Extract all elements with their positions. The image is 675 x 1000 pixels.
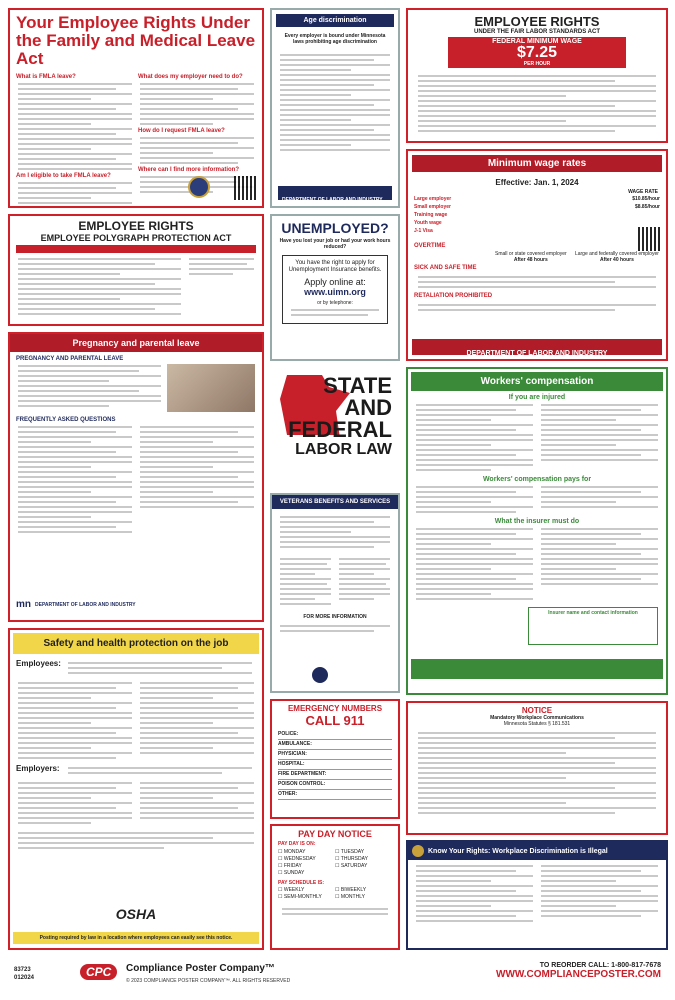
eeoc-seal-icon (412, 845, 424, 857)
notice-title: NOTICE (521, 706, 553, 715)
payday-sched: PAY SCHEDULE IS: (278, 880, 325, 886)
payday-panel (270, 824, 400, 950)
vet-logo-icon (312, 667, 328, 683)
payday-schedule: ☐ MONTHLY (335, 894, 365, 900)
payday-day: ☐ WEDNESDAY (278, 856, 316, 862)
polygraph-panel (8, 214, 264, 326)
emergency-field: POLICE: (278, 730, 392, 740)
qr-code-icon (638, 227, 662, 251)
baby-photo (167, 364, 255, 412)
state-l2: AND (344, 395, 392, 420)
preg-dept: DEPARTMENT OF LABOR AND INDUSTRY (35, 601, 136, 608)
minwage-r5: J-1 Visa (414, 228, 433, 234)
pregnancy-panel: Pregnancy and parental leave PREGNANCY AND PARENTAL LEAVE FREQUENTLY ASKED QUESTIONS mn DEPARTMENT OF LABOR AND INDUSTRY (8, 332, 264, 622)
payday-schedule: ☐ BIWEEKLY (335, 887, 367, 893)
emergency-panel (270, 699, 400, 819)
minwage-r2: Small employer (414, 204, 451, 210)
wc-h1: If you are injured (508, 394, 566, 401)
minwage-ot: OVERTIME (414, 243, 446, 249)
age-subtitle: Every employer is bound under Minnesota laws prohibiting age discrimination (284, 33, 386, 45)
minwage-ot1v: After 48 hours (513, 257, 548, 263)
wc-title: Workers' compensation (411, 372, 663, 391)
age-title: Age discrimination (276, 14, 394, 27)
state-l4: LABOR LAW (295, 441, 392, 458)
wc-h2: Workers' compensation pays for (482, 476, 592, 483)
payday-day: ☐ TUESDAY (335, 849, 365, 855)
wc-ins: Insurer name and contact information (548, 610, 638, 616)
checkbox-icon: ☐ (278, 863, 284, 869)
fmla-q5: Where can I find more information? (138, 167, 240, 173)
emergency-field: PHYSICIAN: (278, 750, 392, 760)
checkbox-icon: ☐ (278, 887, 284, 893)
payday-schedule: ☐ WEEKLY (278, 887, 305, 893)
unemp-title: UNEMPLOYED? (281, 220, 389, 236)
minwage-effective: Effective: Jan. 1, 2024 (495, 178, 579, 187)
checkbox-icon: ☐ (335, 894, 341, 900)
fmla-q1: What is FMLA leave? (16, 74, 76, 80)
flsa-subtitle: UNDER THE FAIR LABOR STANDARDS ACT (474, 29, 600, 35)
preg-title: Pregnancy and parental leave (10, 334, 262, 352)
payday-title: PAY DAY NOTICE (298, 829, 372, 839)
fmla-q4: How do I request FMLA leave? (138, 128, 225, 134)
payday-day: ☐ SATURDAY (335, 863, 368, 869)
fmla-q3: What does my employer need to do? (138, 74, 243, 80)
unemp-right: You have the right to apply for Unemployment Insurance benefits. (288, 260, 382, 273)
emergency-field: FIRE DEPARTMENT: (278, 770, 392, 780)
checkbox-icon: ☐ (278, 870, 284, 876)
minwage-r3: Training wage (414, 212, 448, 218)
preg-h1: PREGNANCY AND PARENTAL LEAVE (16, 356, 124, 362)
checkbox-icon: ☐ (335, 863, 341, 869)
fmla-panel (8, 8, 264, 208)
unemp-apply: Apply online at: (304, 277, 366, 287)
minwage-ret: RETALIATION PROHIBITED (414, 293, 493, 299)
workers-comp-panel (406, 367, 668, 695)
kyr-title: Know Your Rights: Workplace Discrimination is Illegal (428, 847, 608, 855)
osha-foot: Posting required by law in a location where employees can easily see this notice. (13, 932, 259, 944)
unemp-url: www.uimn.org (304, 287, 366, 297)
checkbox-icon: ☐ (335, 856, 341, 862)
notice-panel (406, 701, 668, 835)
emerg-title: EMERGENCY NUMBERS (287, 704, 383, 713)
poly-title2: EMPLOYEE POLYGRAPH PROTECTION ACT (40, 233, 232, 243)
state-l3: FEDERAL (288, 417, 392, 442)
wc-h3: What the insurer must do (494, 518, 580, 525)
footer-company: Compliance Poster Company (126, 963, 265, 974)
minwage-title: Minimum wage rates (412, 155, 662, 172)
minwage-col: WAGE RATE (628, 189, 658, 195)
kyr-panel (406, 840, 668, 950)
emergency-field: OTHER: (278, 790, 392, 800)
minwage-ot2: Large and federally covered employer (574, 251, 659, 257)
minwage-dept: DEPARTMENT OF LABOR AND INDUSTRY (466, 350, 608, 357)
payday-day: ☐ FRIDAY (278, 863, 302, 869)
minwage-ot2v: After 40 hours (599, 257, 634, 263)
checkbox-icon: ☐ (278, 894, 284, 900)
notice-sub: Mandatory Workplace Communications (490, 715, 584, 721)
payday-schedule: ☐ SEMI-MONTHLY (278, 894, 322, 900)
payday-day: ☐ THURSDAY (335, 856, 368, 862)
vet-title: VETERANS BENEFITS AND SERVICES (272, 495, 398, 509)
unemployed-panel (270, 214, 400, 361)
fmla-q2: Am I eligible to take FMLA leave? (16, 173, 111, 179)
payday-day: ☐ SUNDAY (278, 870, 305, 876)
fmla-title: Your Employee Rights Under the Family and Medical Leave Act (16, 13, 256, 68)
dol-seal-icon (188, 176, 210, 198)
notice-stat: Minnesota Statutes § 181.531 (503, 721, 571, 727)
emergency-field: POISON CONTROL: (278, 780, 392, 790)
unemp-q: Have you lost your job or had your work hours reduced? (279, 238, 391, 250)
payday-day: ☐ MONDAY (278, 849, 306, 855)
payday-sub: PAY DAY IS ON: (278, 841, 316, 847)
cpc-logo: CPC (80, 964, 117, 980)
checkbox-icon: ☐ (278, 856, 284, 862)
flsa-per: PER HOUR (523, 61, 551, 67)
unemp-phone: or by telephone: (317, 300, 353, 306)
minwage-r1v: $10.85/hour (632, 196, 660, 202)
qr-code-icon (234, 176, 258, 200)
flsa-panel (406, 8, 668, 143)
flsa-bar: FEDERAL MINIMUM WAGE (492, 38, 582, 45)
footer-copy: © 2023 COMPLIANCE POSTER COMPANY™. ALL RIGHTS RESERVED (126, 978, 291, 984)
checkbox-icon: ☐ (278, 849, 284, 855)
minwage-panel (406, 149, 668, 361)
emergency-field: HOSPITAL: (278, 760, 392, 770)
state-l1: STATE (323, 373, 392, 398)
checkbox-icon: ☐ (335, 887, 341, 893)
osha-logo: OSHA (115, 906, 157, 922)
minwage-r1: Large employer (414, 196, 452, 202)
emerg-call: CALL 911 (305, 713, 365, 728)
veterans-panel (270, 493, 400, 693)
osha-emp1: Employees: (16, 659, 61, 668)
osha-emp2: Employers: (16, 764, 60, 773)
checkbox-icon: ☐ (335, 849, 341, 855)
emergency-field: AMBULANCE: (278, 740, 392, 750)
footer-reorder: TO REORDER CALL: 1-800-817-7678 (539, 962, 661, 969)
state-federal-panel (270, 367, 400, 487)
age-panel (270, 8, 400, 208)
footer-code1: 83723 (14, 967, 31, 973)
minwage-sick: SICK AND SAFE TIME (414, 265, 477, 271)
age-dept: DEPARTMENT OF LABOR AND INDUSTRY (282, 197, 383, 203)
footer (0, 954, 675, 1000)
osha-title: Safety and health protection on the job (13, 633, 259, 654)
flsa-wage: $7.25 (516, 44, 558, 61)
minwage-r4: Youth wage (414, 220, 442, 226)
preg-faq: FREQUENTLY ASKED QUESTIONS (16, 417, 116, 423)
poly-title1: EMPLOYEE RIGHTS (78, 219, 194, 233)
footer-tm: ™ (264, 963, 275, 974)
footer-code2: 012024 (14, 975, 35, 981)
osha-panel (8, 628, 264, 950)
vet-form: FOR MORE INFORMATION (303, 614, 367, 620)
footer-web: WWW.COMPLIANCEPOSTER.COM (496, 969, 661, 980)
flsa-title: EMPLOYEE RIGHTS (474, 14, 600, 29)
minwage-ot1: Small or state covered employer (494, 251, 567, 257)
minwage-r2v: $8.85/hour (634, 204, 660, 210)
